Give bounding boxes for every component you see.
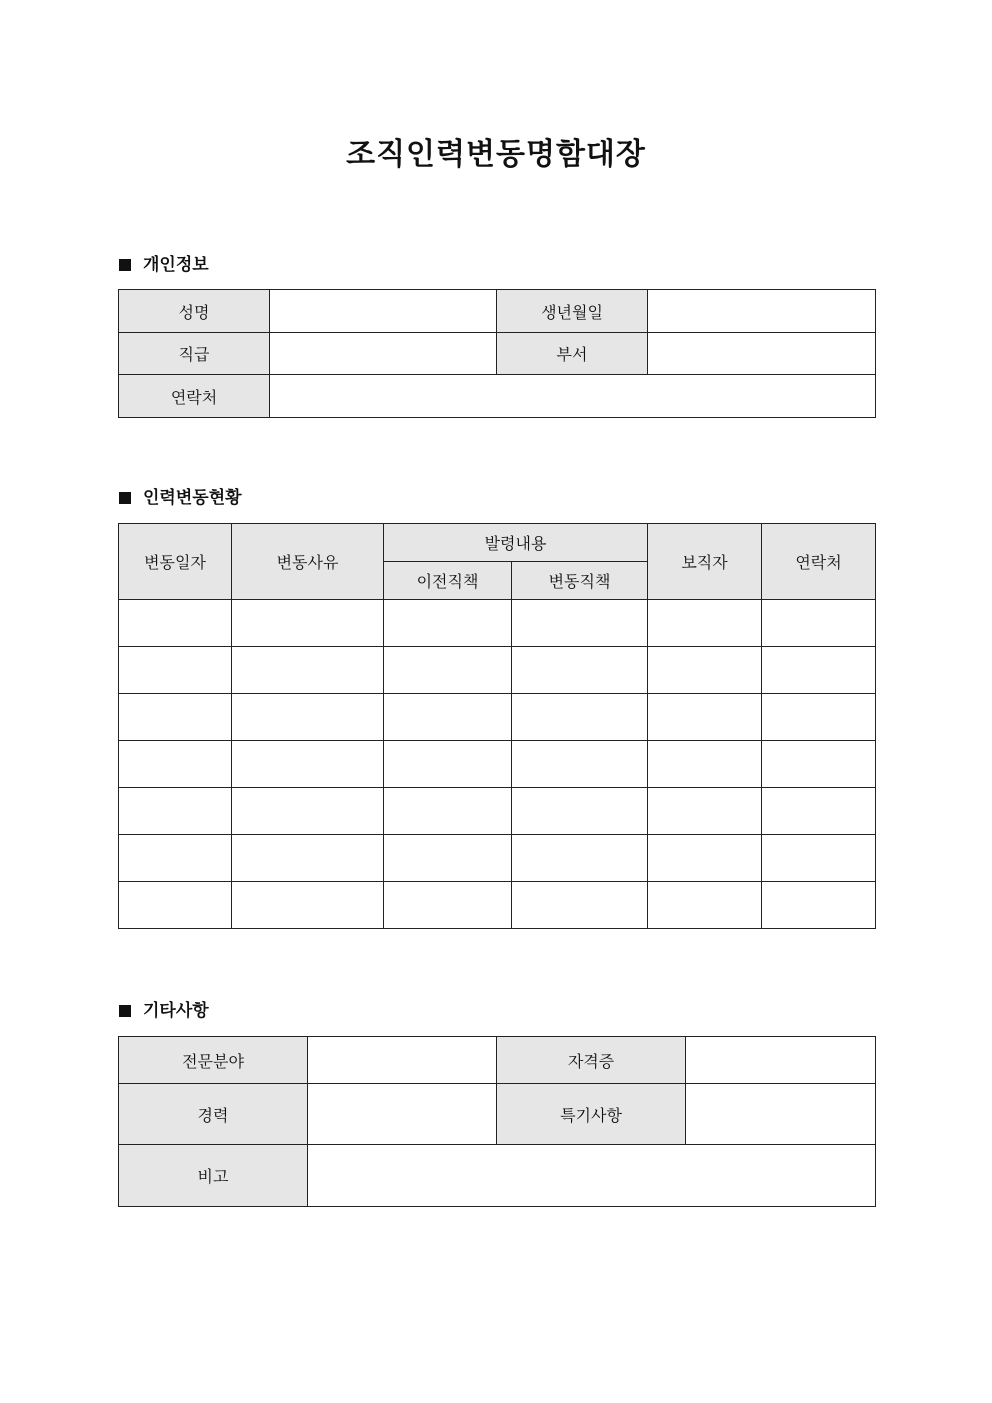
table-cell[interactable] [384,741,512,788]
table-row [119,375,876,418]
table-cell[interactable] [648,647,762,694]
table-row [119,788,876,835]
contact-field[interactable] [270,375,876,418]
department-field[interactable] [648,333,876,375]
department-label: 부서 [497,333,648,375]
rank-field[interactable] [270,333,497,375]
table-cell[interactable] [232,600,384,647]
table-cell[interactable] [232,694,384,741]
column-header-previous-position: 이전직책 [384,562,512,600]
personnel-change-table [118,523,876,929]
square-bullet-icon [119,1005,131,1017]
table-header-row [119,524,876,562]
table-cell[interactable] [512,882,648,929]
table-cell[interactable] [762,600,876,647]
table-cell[interactable] [384,835,512,882]
table-cell[interactable] [648,741,762,788]
other-info-table [118,1036,876,1207]
table-cell[interactable] [119,835,232,882]
table-cell[interactable] [119,647,232,694]
square-bullet-icon [119,492,131,504]
table-cell[interactable] [384,600,512,647]
table-cell[interactable] [232,882,384,929]
section-heading-changes [119,487,242,509]
career-field[interactable] [308,1084,497,1145]
table-cell[interactable] [384,788,512,835]
certificate-field[interactable] [686,1037,876,1084]
section-heading-label: 인력변동현황 [143,488,242,508]
table-cell[interactable] [119,741,232,788]
table-cell[interactable] [512,741,648,788]
table-cell[interactable] [762,694,876,741]
personal-info-table [118,289,876,418]
special-notes-field[interactable] [686,1084,876,1145]
table-row [119,1037,876,1084]
column-header-change-date: 변동일자 [119,524,232,600]
table-cell[interactable] [119,600,232,647]
table-cell[interactable] [512,835,648,882]
table-row [119,882,876,929]
table-cell[interactable] [762,882,876,929]
birthdate-field[interactable] [648,290,876,333]
section-heading-personal [119,254,209,276]
column-header-order-content: 발령내용 [384,524,648,562]
birthdate-label: 생년월일 [497,290,648,333]
column-header-change-reason: 변동사유 [232,524,384,600]
table-cell[interactable] [232,788,384,835]
table-row [119,694,876,741]
section-heading-label: 기타사항 [143,1001,209,1021]
table-row [119,741,876,788]
special-notes-label: 특기사항 [497,1084,686,1145]
remarks-field[interactable] [308,1145,876,1207]
specialty-field[interactable] [308,1037,497,1084]
table-cell[interactable] [512,694,648,741]
table-row [119,1145,876,1207]
name-label: 성명 [119,290,270,333]
table-cell[interactable] [762,741,876,788]
table-cell[interactable] [232,741,384,788]
table-cell[interactable] [762,788,876,835]
table-cell[interactable] [648,694,762,741]
specialty-label: 전문분야 [119,1037,308,1084]
table-cell[interactable] [119,788,232,835]
page-title: 조직인력변동명함대장 [346,137,646,172]
name-field[interactable] [270,290,497,333]
table-cell[interactable] [648,835,762,882]
table-row [119,290,876,333]
table-cell[interactable] [648,788,762,835]
column-header-changed-position: 변동직책 [512,562,648,600]
certificate-label: 자격증 [497,1037,686,1084]
square-bullet-icon [119,259,131,271]
table-cell[interactable] [762,647,876,694]
table-row [119,647,876,694]
column-header-guarantor: 보직자 [648,524,762,600]
column-header-contact: 연락처 [762,524,876,600]
table-cell[interactable] [384,694,512,741]
table-cell[interactable] [512,788,648,835]
table-row [119,835,876,882]
table-cell[interactable] [119,882,232,929]
table-cell[interactable] [648,882,762,929]
table-row [119,1084,876,1145]
table-cell[interactable] [512,600,648,647]
table-cell[interactable] [384,647,512,694]
table-cell[interactable] [648,600,762,647]
section-heading-label: 개인정보 [143,255,209,275]
career-label: 경력 [119,1084,308,1145]
table-cell[interactable] [232,835,384,882]
section-heading-other [119,1000,209,1022]
rank-label: 직급 [119,333,270,375]
contact-label: 연락처 [119,375,270,418]
table-cell[interactable] [512,647,648,694]
table-cell[interactable] [119,694,232,741]
table-cell[interactable] [232,647,384,694]
table-cell[interactable] [384,882,512,929]
table-row [119,600,876,647]
table-row [119,333,876,375]
table-cell[interactable] [762,835,876,882]
remarks-label: 비고 [119,1145,308,1207]
